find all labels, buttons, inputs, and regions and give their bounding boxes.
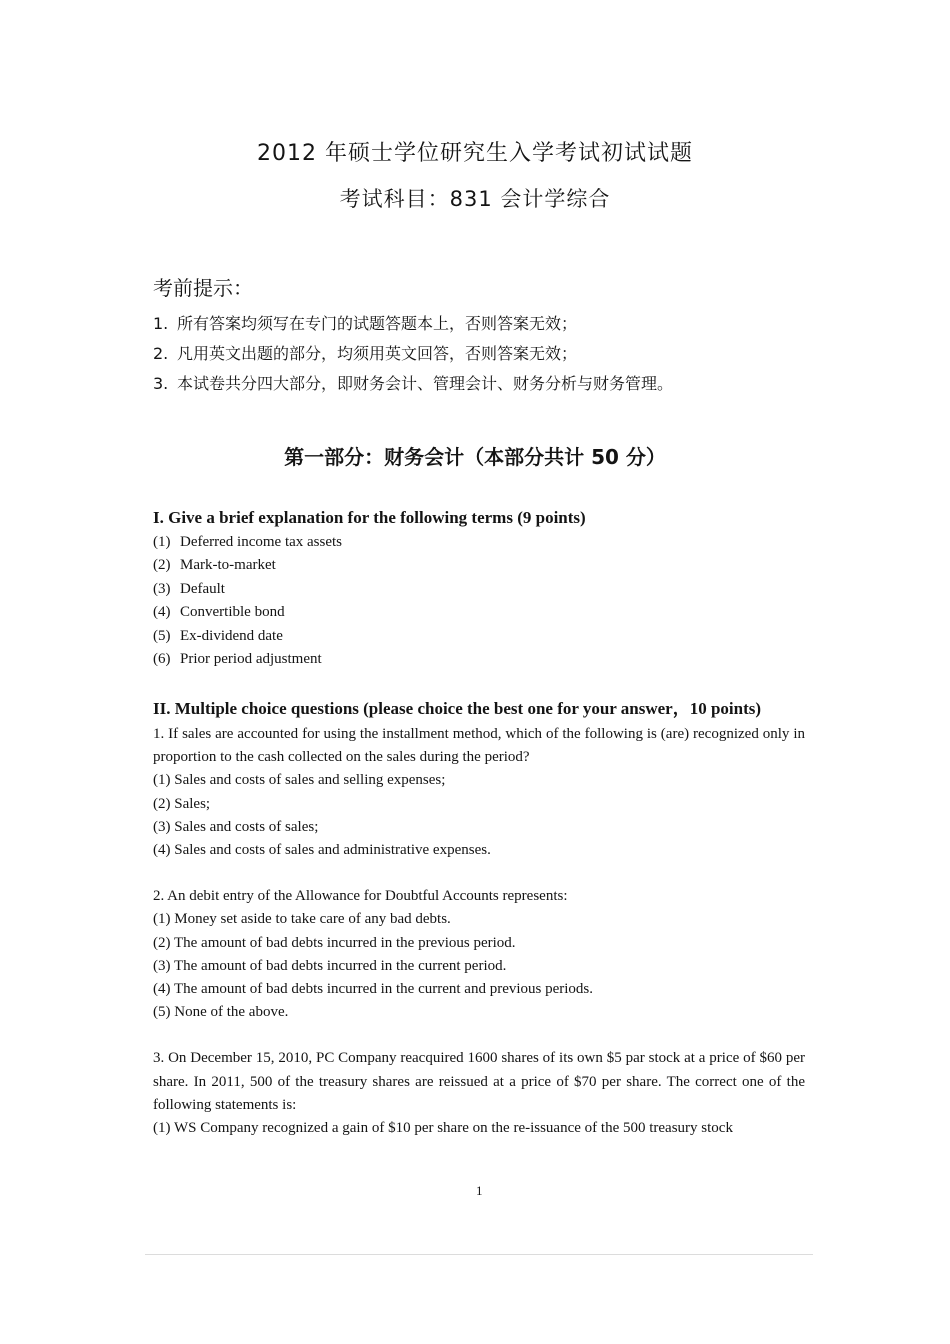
notice-number: 2. [153,344,169,363]
term-text: Ex-dividend date [180,627,283,644]
section-multiple-choice [153,695,805,1140]
notice-item [153,309,833,339]
section-heading: II. Multiple choice questions (please choice the best one for your answer，10 points) [153,699,762,718]
notice-heading: 考前提示： [153,276,253,300]
term-number: (3) [153,580,171,597]
term-item [153,648,813,671]
term-text: Mark-to-market [180,557,276,574]
question-text: 2. An debit entry of the Allowance for Doubtful Accounts represents: [153,888,568,905]
question-option: (1) Sales and costs of sales and selling expenses; [153,772,446,789]
exam-subject: 考试科目：831 会计学综合 [339,187,611,211]
term-text: Deferred income tax assets [180,534,343,550]
question-option: (1) Money set aside to take care of any bad debts. [153,911,451,928]
question-option: (4) The amount of bad debts incurred in the current and previous periods. [153,981,594,998]
term-text: Default [180,580,225,597]
part-one-title: 第一部分：财务会计（本部分共计 50 分） [284,445,666,469]
question-option: (2) The amount of bad debts incurred in the previous period. [153,934,516,951]
term-text: Prior period adjustment [180,651,322,668]
term-text: Convertible bond [180,604,285,621]
term-number: (2) [153,557,171,574]
question-option: (1) WS Company recognized a gain of $10 per share on the re-issuance of the 500 treasury stock [153,1120,733,1137]
notice-number: 1. [153,314,169,333]
notice-text: 本试卷共分四大部分，即财务会计、管理会计、财务分析与财务管理。 [177,374,674,393]
term-item [153,578,813,601]
question-option: (4) Sales and costs of sales and administrative expenses. [153,842,491,859]
exam-title: 2012 年硕士学位研究生入学考试初试试题 [257,141,693,166]
page-divider [145,1254,813,1255]
question-option: (5) None of the above. [153,1004,289,1021]
notice-item [153,339,833,369]
term-item [153,554,813,577]
notice-item [153,369,833,399]
term-number: (6) [153,651,171,668]
notice-text: 凡用英文出题的部分，均须用英文回答，否则答案无效； [177,344,578,363]
notice-number: 3. [153,374,169,393]
term-item [153,625,813,648]
question-text: 3. On December 15, 2010, PC Company reacquired 1600 shares of its own $5 par stock at a price of $60 per share. In 2011, 500 of the treasury shares are reissued at a price of $70 per share. The correct one of the following statements is: [153,1050,805,1113]
question-option: (3) Sales and costs of sales; [153,818,319,835]
notice-text: 所有答案均须写在专门的试题答题本上，否则答案无效； [177,314,578,333]
section-terms [153,505,813,671]
question-text: 1. If sales are accounted for using the installment method, which of the following is (are) recognized only in proportion to the cash collected on the sales during the period? [153,726,805,766]
question-option: (2) Sales; [153,795,211,812]
question-option: (3) The amount of bad debts incurred in the current period. [153,957,507,974]
term-number: (5) [153,627,171,644]
term-number: (1) [153,534,171,550]
term-number: (4) [153,604,171,621]
term-item [153,531,813,554]
notice-list [153,309,833,399]
section-heading: I. Give a brief explanation for the following terms (9 points) [153,508,586,527]
term-item [153,601,813,624]
page-number: 1 [476,1183,483,1198]
